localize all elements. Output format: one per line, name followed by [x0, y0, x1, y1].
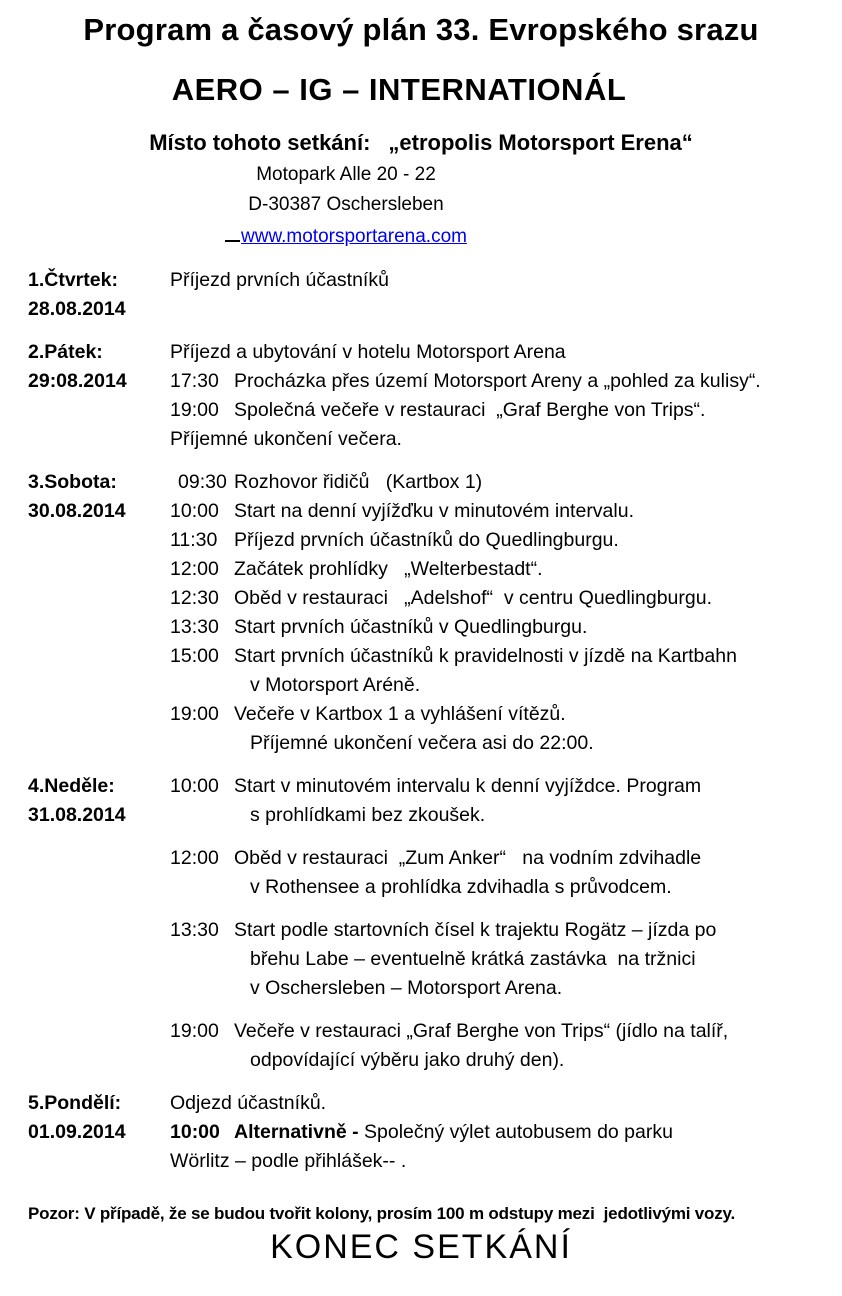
day-row [0, 266, 842, 324]
event-text: Start prvních účastníků k pravidelnosti v jízdě na Kartbahn [234, 645, 737, 667]
event-line [170, 555, 828, 584]
event-line [170, 1017, 828, 1046]
event-time: 17:30 [170, 370, 219, 392]
event-time: 10:00 [170, 1121, 220, 1143]
closing-title: KONEC SETKÁNÍ [270, 1228, 572, 1266]
event-text: Večeře v Kartbox 1 a vyhlášení vítězů. [234, 703, 566, 725]
day-date: 29:08.2014 [28, 370, 127, 392]
event-text: Procházka přes území Motorsport Areny a „pohled za kulisy“. [234, 370, 761, 392]
event-time: 12:00 [170, 558, 219, 580]
event-line [170, 526, 828, 555]
event-text: Start podle startovních čísel k trajektu Rogätz – jízda po [234, 919, 717, 941]
event-line [170, 974, 828, 1003]
event-time: 11:30 [170, 529, 218, 551]
event-text: Příjezd prvních účastníků do Quedlingburgu. [234, 529, 619, 551]
event-time: 10:00 [170, 775, 219, 797]
event-line [170, 338, 828, 367]
event-text: Start na denní vyjížďku v minutovém intervalu. [234, 500, 634, 522]
day-label [28, 1089, 170, 1147]
event-time: 15:00 [170, 645, 219, 667]
event-line [170, 700, 828, 729]
event-line [170, 1118, 828, 1147]
venue-label: Místo tohoto setkání: [149, 130, 371, 155]
venue-line [0, 130, 842, 156]
event-line [170, 642, 828, 671]
event-time: 12:30 [170, 587, 219, 609]
event-time: 13:30 [170, 616, 219, 638]
day-content [170, 468, 828, 758]
event-text: Příjezd prvních účastníků [170, 269, 389, 291]
day-row [0, 468, 842, 758]
event-line [170, 497, 828, 526]
day-label [28, 266, 170, 324]
day-name: 3.Sobota: [28, 471, 117, 493]
event-text: Večeře v restauraci „Graf Berghe von Trips“ (jídlo na talíř, [234, 1020, 729, 1042]
event-line [170, 801, 828, 830]
day-date: 30.08.2014 [28, 500, 126, 522]
day-name: 1.Čtvrtek: [28, 269, 118, 291]
website-link[interactable]: www.motorsportarena.com [241, 226, 467, 247]
event-line [170, 367, 828, 396]
address-city: D-30387 Oschersleben [248, 194, 444, 215]
event-text: Rozhovor řidičů (Kartbox 1) [234, 471, 483, 493]
event-line [170, 1147, 828, 1176]
address-street: Motopark Alle 20 - 22 [256, 164, 436, 185]
event-line [170, 671, 828, 700]
address-block [0, 160, 842, 252]
event-line [170, 468, 828, 497]
day-name: 4.Neděle: [28, 775, 115, 797]
event-line [170, 613, 828, 642]
event-text: Příjemné ukončení večera asi do 22:00. [250, 732, 594, 754]
day-name: 5.Pondělí: [28, 1092, 122, 1114]
event-text: Společná večeře v restauraci „Graf Berghe von Trips“. [234, 399, 706, 421]
day-label [28, 772, 170, 830]
event-text: Start v minutovém intervalu k denní vyjíždce. Program [234, 775, 702, 797]
event-line [170, 729, 828, 758]
link-underscore [225, 220, 240, 242]
event-line [170, 1046, 828, 1075]
day-content [170, 266, 828, 295]
event-line [170, 772, 828, 801]
warning-note: Pozor: V případě, že se budou tvořit kolony, prosím 100 m odstupy mezi jedotlivými vozy. [28, 1204, 736, 1223]
day-label [28, 338, 170, 396]
event-text: Příjezd a ubytování v hotelu Motorsport Arena [170, 341, 566, 363]
day-row [0, 1089, 842, 1176]
venue-name: „etropolis Motorsport Erena“ [388, 130, 693, 155]
event-text: s prohlídkami bez zkoušek. [250, 804, 486, 826]
day-date: 28.08.2014 [28, 298, 126, 320]
event-time: 19:00 [170, 1020, 219, 1042]
event-line [170, 945, 828, 974]
day-row [0, 772, 842, 1075]
event-line [170, 584, 828, 613]
event-bold-label: Alternativně - [234, 1121, 365, 1143]
event-line [170, 396, 828, 425]
event-text: v Motorsport Aréně. [250, 674, 421, 696]
club-name: AERO – IG – INTERNATIONÁL [171, 72, 627, 107]
event-line [170, 266, 828, 295]
day-date: 31.08.2014 [28, 804, 126, 826]
event-text: Oběd v restauraci „Adelshof“ v centru Quedlingburgu. [234, 587, 712, 609]
event-line [170, 1089, 828, 1118]
event-text: odpovídající výběru jako druhý den). [250, 1049, 565, 1071]
day-content [170, 338, 828, 454]
day-content [170, 1089, 828, 1176]
event-time: 10:00 [170, 500, 219, 522]
event-time: 19:00 [170, 399, 219, 421]
event-text: Start prvních účastníků v Quedlingburgu. [234, 616, 588, 638]
event-text: Příjemné ukončení večera. [170, 428, 402, 450]
event-time: 13:30 [170, 919, 219, 941]
event-text: Wörlitz – podle přihlášek-- . [170, 1150, 407, 1172]
event-text: Odjezd účastníků. [170, 1092, 327, 1114]
day-date: 01.09.2014 [28, 1121, 126, 1143]
event-time: 09:30 [178, 471, 227, 493]
day-name: 2.Pátek: [28, 341, 103, 363]
event-text: Začátek prohlídky „Welterbestadt“. [234, 558, 543, 580]
event-text: břehu Labe – eventuelně krátká zastávka na tržnici [250, 948, 696, 970]
event-line [170, 844, 828, 873]
event-line [170, 873, 828, 902]
event-text: v Rothensee a prohlídka zdvihadla s průvodcem. [250, 876, 672, 898]
schedule [0, 266, 842, 1176]
day-row [0, 338, 842, 454]
event-text: v Oschersleben – Motorsport Arena. [250, 977, 563, 999]
event-text: Oběd v restauraci „Zum Anker“ na vodním zdvihadle [234, 847, 702, 869]
event-line [170, 916, 828, 945]
website-line [0, 220, 692, 252]
event-line [170, 425, 828, 454]
event-text: Společný výlet autobusem do parku [364, 1121, 673, 1143]
day-content [170, 772, 828, 1075]
day-label [28, 468, 170, 526]
event-time: 19:00 [170, 703, 219, 725]
page-title: Program a časový plán 33. Evropského srazu [83, 12, 759, 47]
event-time: 12:00 [170, 847, 219, 869]
